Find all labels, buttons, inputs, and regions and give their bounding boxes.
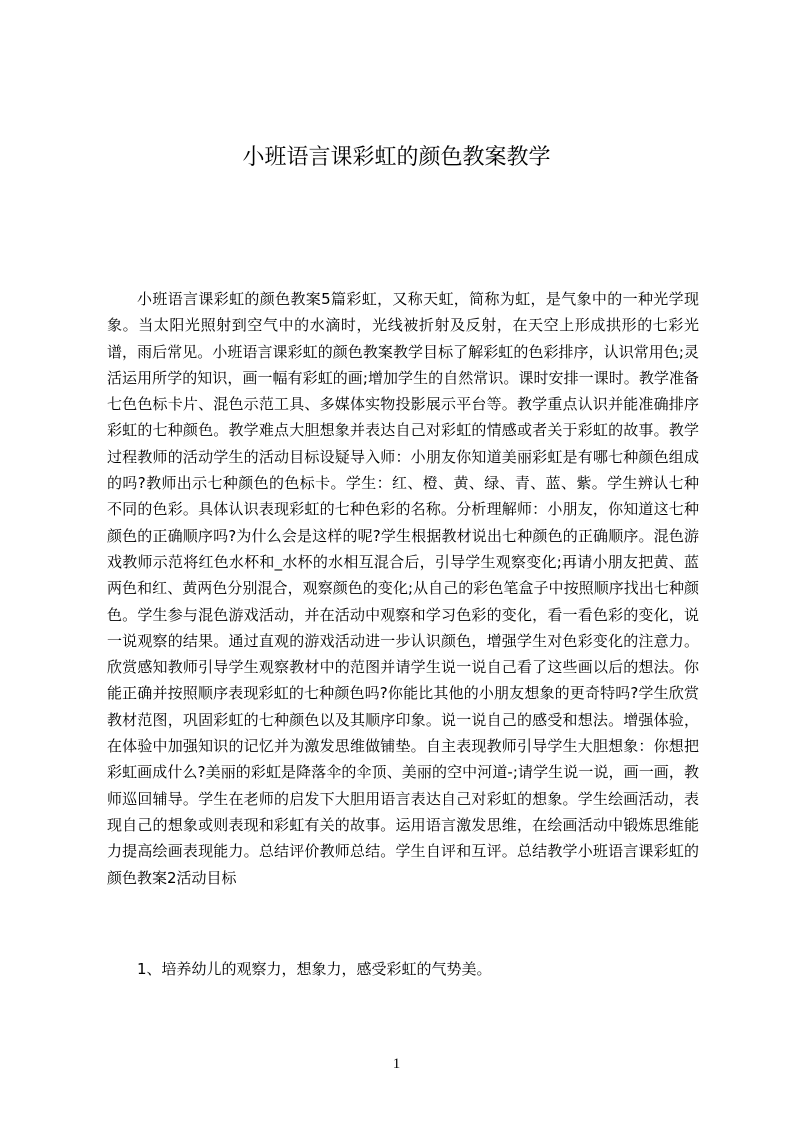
document-title: 小班语言课彩虹的颜色教案教学 bbox=[242, 145, 551, 170]
objective-item-1: 1、培养幼儿的观察力，想象力，感受彩虹的气势美。 bbox=[137, 960, 492, 978]
body-paragraph: 小班语言课彩虹的颜色教案5篇彩虹，又称天虹，简称为虹，是气象中的一种光学现象。当太阳光照射到空气中的水滴时，光线被折射及反射，在天空上形成拱形的七彩光谱，雨后常见。小班语言课彩虹的颜色教案教学目标了解彩虹的色彩排序，认识常用色;灵活运用所学的知识，画一幅有彩虹的画;增加学生的自然常识。课时安排一课时。教学准备七色色标卡片、混色示范工具、多媒体实物投影展示平台等。教学重点认识并能准确排序彩虹的七种颜色。教学难点大胆想象并表达自己对彩虹的情感或者关于彩虹的故事。教学过程教师的活动学生的活动目标设疑导入师：小朋友你知道美丽彩虹是有哪七种颜色组成的吗?教师出示七种颜色的色标卡。学生：红、橙、黄、绿、青、蓝、紫。学生辨认七种不同的色彩。具体认识表现彩虹的七种色彩的名称。分析理解师：小朋友，你知道这七种颜色的正确顺序吗?为什么会是这样的呢?学生根据教材说出七种颜色的正确顺序。混色游戏教师示范将红色水杯和_水杯的水相互混合后，引导学生观察变化;再请小朋友把黄、蓝两色和红、黄两色分别混合，观察颜色的变化;从自己的彩色笔盒子中按照顺序找出七种颜色。学生参与混色游戏活动，并在活动中观察和学习色彩的变化，看一看色彩的变化，说一说观察的结果。通过直观的游戏活动进一步认识颜色，增强学生对色彩变化的注意力。欣赏感知教师引导学生观察教材中的范图并请学生说一说自己看了这些画以后的想法。你能正确并按照顺序表现彩虹的七种颜色吗?你能比其他的小朋友想象的更奇特吗?学生欣赏教材范图，巩固彩虹的七种颜色以及其顺序印象。说一说自己的感受和想法。增强体验，在体验中加强知识的记忆并为激发思维做铺垫。自主表现教师引导学生大胆想象：你想把彩虹画成什么?美丽的彩虹是降落伞的伞顶、美丽的空中河道-;请学生说一说，画一画，教师巡回辅导。学生在老师的启发下大胆用语言表达自己对彩虹的想象。学生绘画活动，表现自己的想象或则表现和彩虹有关的故事。运用语言激发思维，在绘画活动中锻炼思维能力提高绘画表现能力。总结评价教师总结。学生自评和互评。总结教学小班语言课彩虹的颜色教案2活动目标 bbox=[107, 290, 699, 887]
page-number: 1 bbox=[392, 1056, 401, 1072]
